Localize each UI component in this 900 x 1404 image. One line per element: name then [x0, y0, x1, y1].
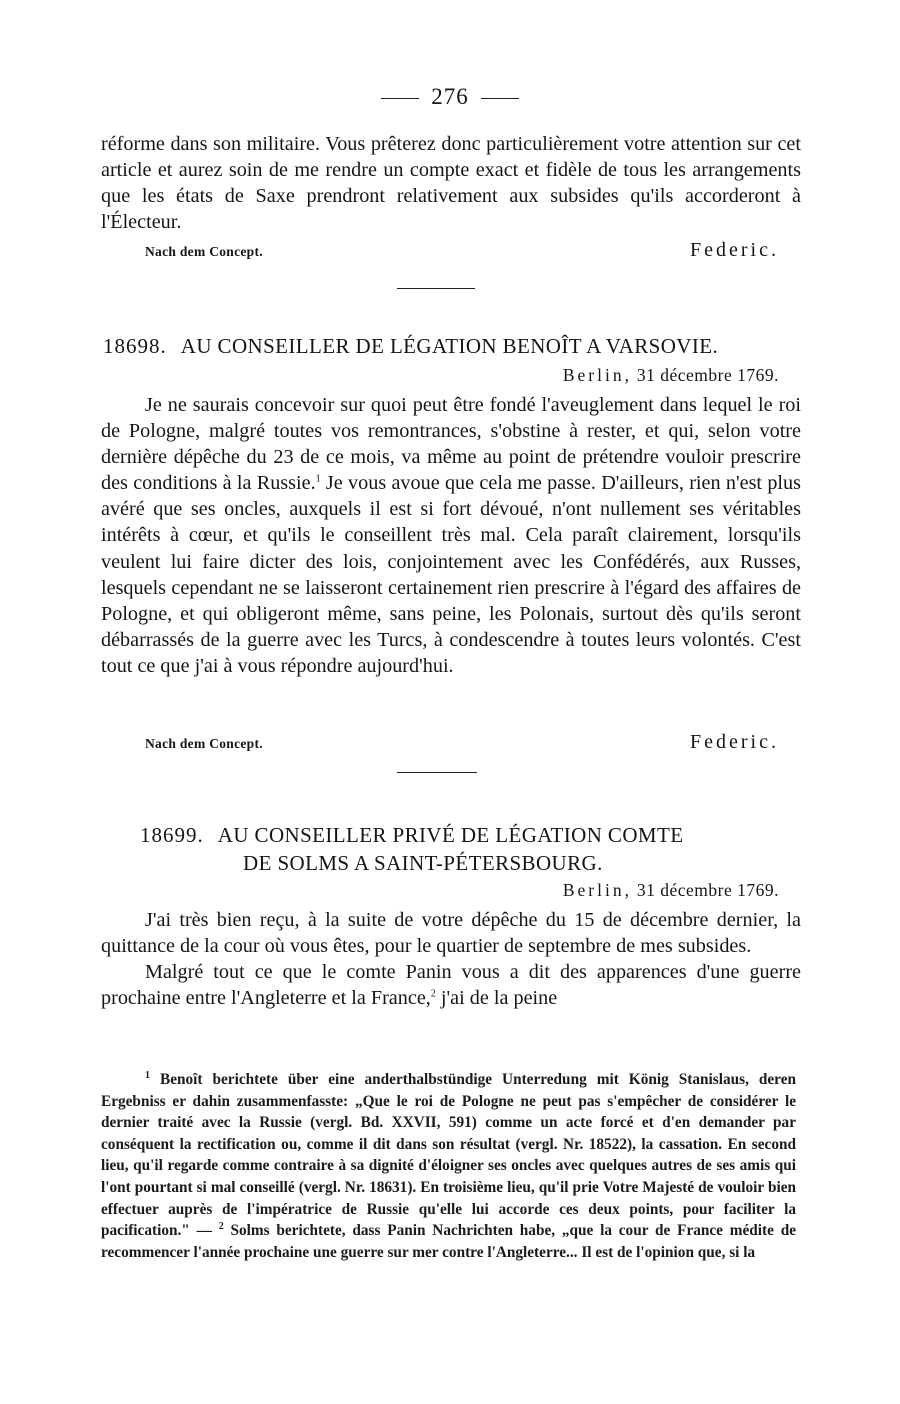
- header-dash-right: [481, 98, 519, 99]
- letter-dateline: [563, 880, 779, 901]
- source-note: Nach dem Concept.: [145, 736, 263, 751]
- footnote-marker: 2: [218, 1221, 224, 1233]
- body-text: Je ne saurais concevoir sur quoi peut être fondé l'aveuglement dans lequel le roi de Pologne, malgré toutes vos remontrances, s'obstine à rester, et qui, selon votre dernière dépêche du 23 de ce mois, va même au point de prétendre vouloir prescrire des conditions à la Russie.: [101, 394, 801, 495]
- footnote-text: [101, 1069, 796, 1263]
- section-divider: [397, 772, 477, 773]
- date: 31 décembre 1769.: [636, 880, 779, 900]
- body-text: Malgré tout ce que le comte Panin vous a dit des apparences d'une guerre prochaine entre l'Angleterre et la France,: [101, 961, 801, 1010]
- footnote-marker: 1: [145, 1069, 150, 1081]
- letter-heading-18699-line2: [243, 848, 603, 878]
- section-divider: [397, 288, 475, 289]
- body-text-continued: Je vous avoue que cela me passe. D'ailleurs, rien n'est plus avéré que ses oncles, auxquels il est si fort dévoué, n'ont nullement ses véritables intérêts à cœur, et qu'ils le conseillent très mal. Cela paraît clairement, lorsqu'ils veulent lui faire dicter des lois, conjointement avec les Confédérés, aux Russes, lesquels cependant ne se laisseront certainement rien prescrire à l'égard des affaires de Pologne, et qui obligeront même, sans peine, les Polonais, surtout dès qu'ils seront débarrassés de la guerre avec les Turcs, à condescendre à toutes leurs volontés. C'est tout ce que j'ai à vous répondre aujourd'hui.: [101, 472, 801, 677]
- source-note: Nach dem Concept.: [145, 244, 263, 259]
- letter-heading-18698: [103, 331, 718, 361]
- continuation-paragraph: réforme dans son militaire. Vous prêterez donc particulièrement votre attention sur cet article et aurez soin de me rendre un compte exact et fidèle de tous les arrangements que les états de Saxe prendront relativement aux subsides qu'ils accorderont à l'Électeur.: [101, 133, 801, 234]
- signature: Federic.: [690, 731, 779, 753]
- footnote-2: Solms berichtete, dass Panin Nachrichten habe, „que la cour de France médite de recommencer l'année prochaine une guerre sur mer contre l'Angleterre... Il est de l'opinion que, si la: [101, 1222, 797, 1261]
- footnotes: [101, 1069, 796, 1263]
- letter-recipient: AU CONSEILLER DE LÉGATION BENOÎT A VARSOVIE.: [180, 334, 719, 358]
- letter-paragraph-2: [101, 959, 801, 1011]
- letter-paragraph-1: J'ai très bien reçu, à la suite de votre dépêche du 15 de décembre dernier, la quittance de la cour où vous êtes, pour le quartier de septembre de mes subsides.: [101, 909, 801, 958]
- footnote-1: Benoît berichtete über eine anderthalbstündige Unterredung mit König Stanislaus, deren Ergebniss er dahin zusammenfasste: „Que le roi de Pologne ne peut pas s'empêcher de considérer le dernier traité avec la Russie (vergl. Bd. XXVII, 591) comme un acte forcé et d'en demander par conséquent la rectification ou, comme il dit dans son résultat (vergl. Nr. 18522), la cassation. En second lieu, qu'il regarde comme contraire à sa dignité d'éloigner ses oncles avec quelques autres de ses amis qui l'ont pourtant si mal conseillé (vergl. Nr. 18631). En troisième lieu, qu'il prie Votre Majesté de vouloir bien effectuer auprès de l'impératrice de Russie qu'elle lui accorde ces deux points, pour faciliter la pacification." —: [101, 1071, 796, 1240]
- footnote-reference: 1: [315, 473, 321, 485]
- continuation-closing: [101, 236, 785, 262]
- page-header: [0, 84, 900, 110]
- letter-number: 18699.: [140, 823, 204, 847]
- letter-closing-18698: [101, 728, 785, 754]
- letter-recipient-line1: AU CONSEILLER PRIVÉ DE LÉGATION COMTE: [217, 823, 684, 847]
- signature: Federic.: [690, 239, 779, 261]
- letter-recipient-line2: DE SOLMS A SAINT-PÉTERSBOURG.: [243, 851, 603, 875]
- letter-body-18699: [101, 907, 801, 1011]
- body-text-continued: j'ai de la peine: [440, 987, 558, 1010]
- date-city: Berlin,: [562, 880, 632, 900]
- letter-number: 18698.: [103, 334, 167, 358]
- letter-dateline: [563, 365, 779, 386]
- footnote-reference: 2: [430, 988, 436, 1000]
- letter-heading-18699: [140, 820, 683, 850]
- letter-paragraph: [101, 392, 801, 679]
- header-dash-left: [381, 98, 419, 99]
- date-city: Berlin,: [562, 365, 632, 385]
- page-number: 276: [431, 84, 469, 109]
- date: 31 décembre 1769.: [636, 365, 779, 385]
- letter-body-18698: [101, 392, 801, 679]
- continuation-block: [101, 131, 801, 235]
